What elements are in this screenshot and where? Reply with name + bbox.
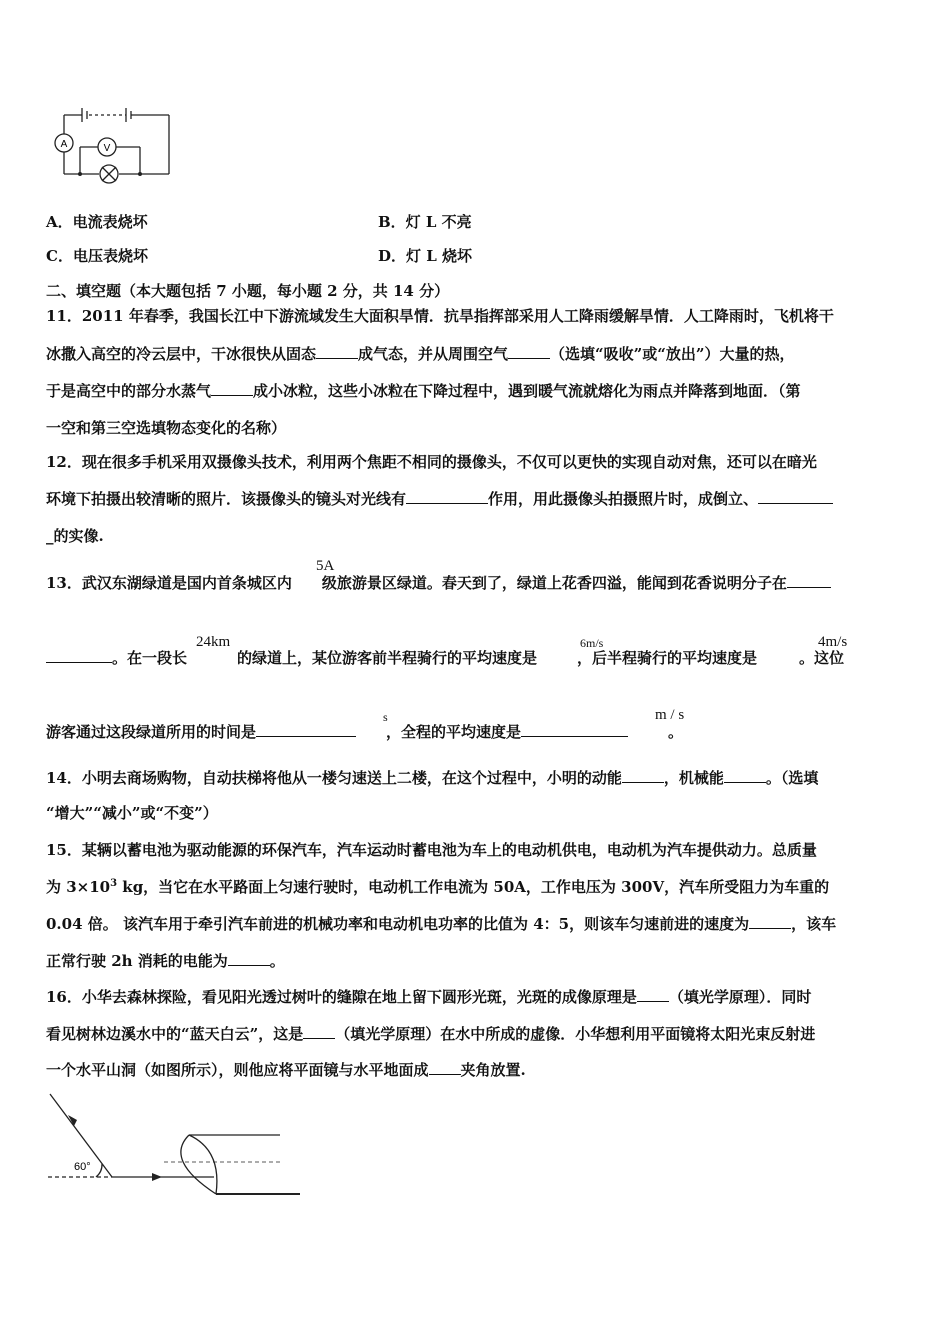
answer-blank[interactable] — [787, 573, 831, 588]
light-ray-figure — [44, 1090, 306, 1205]
answer-blank[interactable] — [749, 914, 791, 929]
ammeter-label: A — [60, 139, 68, 150]
q15-line-3: 0.04 倍。 该汽车用于牵引汽车前进的机械功率和电动机电功率的比值为 4：5，则该车匀速前进的速度为 ，该车 — [46, 915, 837, 933]
q16-line-2: 看见树林边溪水中的“蓝天白云”，这是 （填光学原理）在水中所成的虚像．小华想利用平面镜将太阳光束反射进 — [46, 1025, 816, 1043]
answer-blank[interactable] — [521, 722, 628, 737]
voltmeter-label: V — [103, 143, 111, 154]
q11-line-2: 冰撒入高空的冷云层中，干冰很快从固态 成气态，并从周围空气 （选填“吸收”或“放出”）大量的热， — [46, 345, 795, 363]
q12-line-3: _的实像. — [46, 527, 104, 545]
q14-line-2: “增大”“减小”或“不变”） — [46, 804, 218, 822]
formula-ms: m / s — [655, 707, 685, 723]
q15-line-2: 为 $3\times 10^3$ kg，当它在水平路面上匀速行驶时，电动机工作电流为 50A，工作电压为 300V，汽车所受阻力为车重的 — [46, 878, 830, 896]
section-title: 二、填空题（本大题包括 7 小题，每小题 2 分，共 14 分） — [46, 282, 450, 300]
option-a: A．电流表烧坏 — [46, 213, 148, 231]
q11-line-3: 于是高空中的部分水蒸气 成小冰粒，这些小冰粒在下降过程中，遇到暖气流就熔化为雨点并降落到地面．（第 — [46, 382, 801, 400]
option-d: D．灯 L 烧坏 — [378, 247, 472, 265]
q16-line-1: 16．小华去森林探险，看见阳光透过树叶的缝隙在地上留下圆形光斑，光斑的成像原理是 （填光学原理）．同时 — [46, 988, 812, 1006]
q15-line-1: 15．某辆以蓄电池为驱动能源的环保汽车，汽车运动时蓄电池为车上的电动机供电，电动机为汽车提供动力。总质量 — [46, 841, 817, 859]
q11-line-4: 一空和第三空选填物态变化的名称） — [46, 419, 287, 437]
answer-blank[interactable] — [228, 951, 270, 966]
answer-blank[interactable] — [637, 987, 669, 1002]
answer-blank[interactable] — [406, 489, 488, 504]
answer-blank[interactable] — [508, 344, 550, 359]
q12-line-2: 环境下拍摄出较清晰的照片．该摄像头的镜头对光线有 作用，用此摄像头拍摄照片时，成倒立、 — [46, 488, 833, 509]
formula-s: s — [383, 710, 388, 724]
q13-line-1: 13．武汉东湖绿道是国内首条城区内 级旅游景区绿道。春天到了，绿道上花香四溢，能闻到花香说明分子在 — [46, 572, 831, 593]
option-c: C．电压表烧坏 — [46, 247, 148, 265]
answer-blank[interactable] — [211, 381, 253, 396]
formula-24km: 24km — [196, 634, 231, 650]
answer-blank[interactable] — [303, 1024, 335, 1039]
circuit-diagram — [44, 100, 179, 185]
q15-line-4: 正常行驶 2h 消耗的电能为 。 — [46, 952, 285, 970]
formula-4ms: 4m/s — [818, 634, 848, 650]
q13-line-3: 游客通过这段绿道所用的时间是 ，全程的平均速度是 。 — [46, 723, 684, 741]
q14-line-1: 14．小明去商场购物，自动扶梯将他从一楼匀速送上二楼，在这个过程中，小明的动能 ，机械能 。（选填 — [46, 769, 819, 787]
q16-line-3: 一个水平山洞（如图所示），则他应将平面镜与水平地面成 夹角放置. — [46, 1061, 526, 1079]
answer-blank[interactable] — [316, 344, 358, 359]
answer-blank[interactable] — [46, 648, 112, 663]
q13-line-2: 。在一段长 的绿道上，某位游客前半程骑行的平均速度是 ，后半程骑行的平均速度是 。这位 — [46, 647, 844, 668]
answer-blank[interactable] — [622, 768, 664, 783]
answer-blank[interactable] — [724, 768, 766, 783]
option-b: B．灯 L 不亮 — [378, 213, 472, 231]
angle-label: 60° — [74, 1161, 91, 1173]
q11-line-1: 11．2011 年春季，我国长江中下游流域发生大面积旱情．抗旱指挥部采用人工降雨缓解旱情．人工降雨时，飞机将干 — [46, 307, 834, 325]
formula-6ms: 6m/s — [580, 636, 604, 650]
formula-5a: 5A — [316, 558, 335, 574]
answer-blank[interactable] — [758, 489, 833, 504]
answer-blank[interactable] — [256, 722, 356, 737]
answer-blank[interactable] — [429, 1060, 461, 1075]
q12-line-1: 12．现在很多手机采用双摄像头技术，利用两个焦距不相同的摄像头，不仅可以更快的实现自动对焦，还可以在暗光 — [46, 453, 817, 471]
